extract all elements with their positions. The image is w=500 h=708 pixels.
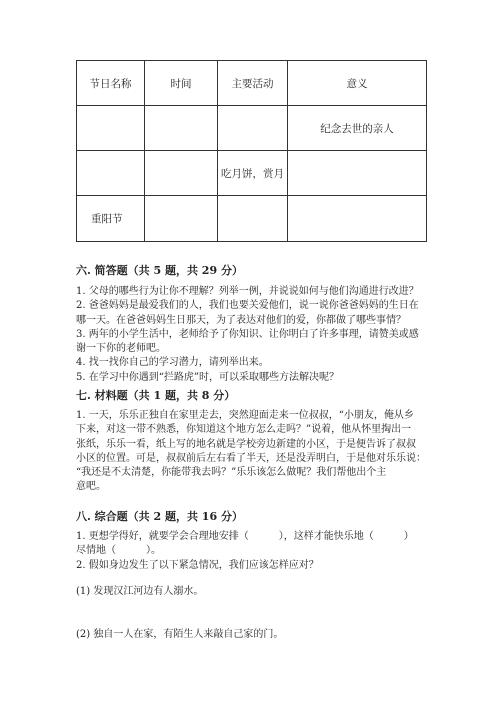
section-8-title: 八. 综合题（共 2 题，共 16 分）: [76, 510, 243, 523]
text-line: 2. 假如身边发生了以下紧急情况，我们应该怎样应对？: [76, 559, 319, 571]
table-cell: [218, 106, 288, 151]
text-line: 1. 一天，乐乐正独自在家里走去，突然迎面走来一位叔叔，“小朋友，俺从乡: [76, 410, 414, 421]
text-line: 哪一天。在爸爸妈妈生日那天，为了表达对他们的爱，你都做了哪些事情？: [76, 314, 406, 326]
table-row: [77, 106, 427, 151]
section-7-body: [76, 409, 428, 495]
text-line: 4. 找一找你自己的学习潜力，请列举出来。: [76, 357, 269, 369]
section-6-title: 六. 简答题（共 5 题，共 29 分）: [76, 264, 243, 277]
text-line: “我还是不太清楚，你能带我去吗？”乐乐该怎么做呢？我们帮他出个主: [76, 467, 387, 479]
table-cell: [218, 196, 288, 242]
table-cell: 吃月饼，赏月: [218, 151, 288, 196]
table-cell: [288, 196, 427, 242]
table-header-row: [77, 61, 427, 106]
text-line: 1. 父母的哪些行为让你不理解？列举一例，并说说如何与他们沟通进行改进？: [76, 286, 419, 297]
table-header-cell: 节日名称: [77, 61, 145, 106]
text-line: 张纸，乐乐一看，纸上写的地名就是学校旁边新建的小区，于是便告诉了叔叔: [76, 438, 416, 450]
section-8-sub2: (2) 独自一人在家，有陌生人来敲自己家的门。: [76, 629, 284, 640]
table-cell: [145, 196, 218, 242]
table-row: [77, 151, 427, 196]
text-line: 2. 爸爸妈妈是最爱我们的人，我们也要关爱他们，说一说你爸爸妈妈的生日在: [76, 300, 419, 312]
table-cell: [145, 106, 218, 151]
table-cell: 纪念去世的亲人: [288, 106, 427, 151]
table-cell: [145, 151, 218, 196]
text-line: 小区的位置。可是，叔叔前后左右看了半天，还是没弄明白，于是他对乐乐说：: [76, 452, 426, 464]
text-line: 尽情地（ ）。: [76, 545, 161, 557]
text-line: 谢一下你的老师吧。: [76, 343, 166, 355]
table-header-cell: 意义: [288, 61, 427, 106]
section-8-q1: [76, 530, 428, 573]
text-line: 1. 更想学得好，就要学会合理地安排（ ），这样才能快乐地（ ）: [76, 531, 414, 542]
table-cell: 重阳节: [77, 196, 145, 242]
table-row: [77, 196, 427, 242]
text-line: 下来，对这一带不熟悉，你知道这个地方怎么走吗？”说着，他从怀里掏出一: [76, 424, 412, 436]
text-line: 5. 在学习中你遇到“拦路虎”时，可以采取哪些方法解决呢？: [76, 371, 339, 383]
table-cell: [288, 151, 427, 196]
table-cell: [77, 106, 145, 151]
table-cell: [77, 151, 145, 196]
festival-table: [76, 60, 427, 242]
section-7-title: 七. 材料题（共 1 题，共 8 分）: [76, 389, 236, 402]
table-header-cell: 时间: [145, 61, 218, 106]
section-6-body: [76, 285, 428, 385]
text-line: 意吧。: [76, 481, 106, 493]
table-header-cell: 主要活动: [218, 61, 288, 106]
text-line: 3. 两年的小学生活中，老师给予了你知识、让你明白了许多事理，请赞美或感: [76, 328, 419, 340]
section-8-sub1: (1) 发现汉江河边有人溺水。: [76, 586, 204, 597]
